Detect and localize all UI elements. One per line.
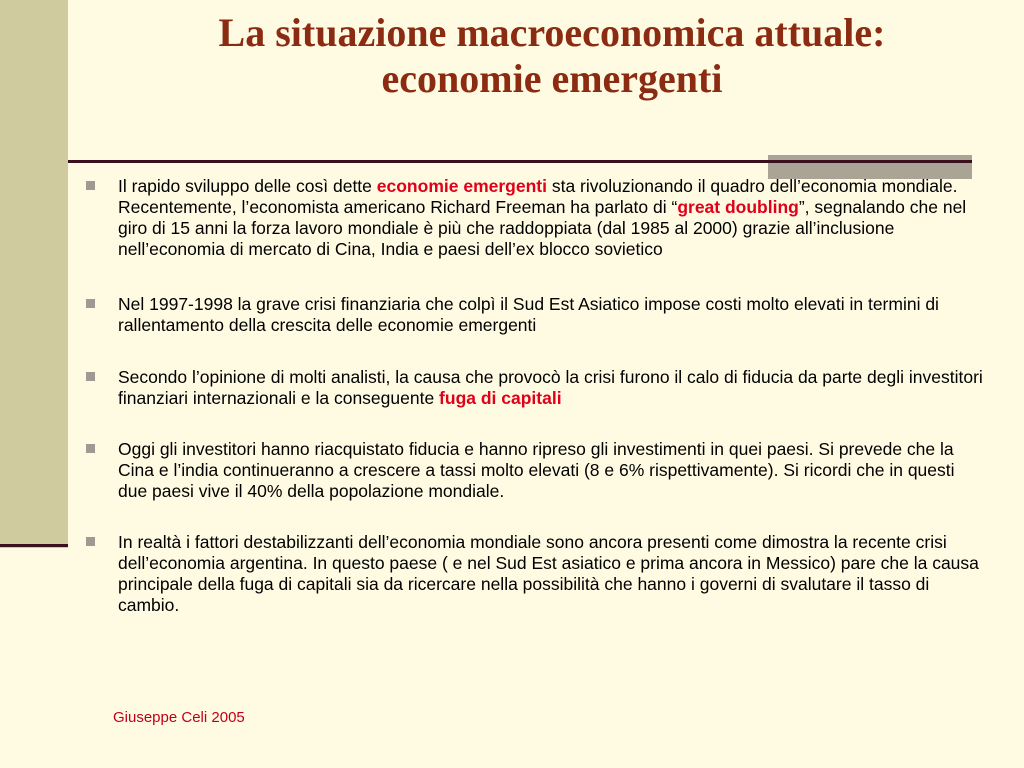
square-bullet-icon xyxy=(86,299,95,308)
title-line-2: economie emergenti xyxy=(381,56,723,101)
bullet-text: ”, segnalando che nel giro di 15 anni la forza lavoro mondiale è più che raddoppiata (dal 1985 al 2000) grazie all’inclusione nell’economia di mercato di Cina, India e paesi dell’ex blocco sovietico xyxy=(118,197,967,259)
title-divider-overlay xyxy=(768,160,972,163)
bullet-list xyxy=(86,176,986,616)
highlight-text: fuga di capitali xyxy=(439,388,562,408)
bullet-text: Nel 1997-1998 la grave crisi finanziaria che colpì il Sud Est Asiatico impose costi molto elevati in termini di rallentamento della crescita delle economie emergenti xyxy=(118,294,939,335)
bullet-text: Oggi gli investitori hanno riacquistato fiducia e hanno ripreso gli investimenti in quei paesi. Si prevede che la Cina e l’india continueranno a crescere a tassi molto elevati (8 e 6% rispettivamente). Si ricordi che in questi due paesi vive il 40% della popolazione mondiale. xyxy=(118,439,955,501)
title-line-1: La situazione macroeconomica attuale: xyxy=(218,10,886,55)
square-bullet-icon xyxy=(86,444,95,453)
highlight-text: great doubling xyxy=(677,197,799,217)
bullet-item xyxy=(86,367,986,409)
bullet-text: In realtà i fattori destabilizzanti dell’economia mondiale sono ancora presenti come dimostra la recente crisi dell’economia argentina. In questo paese ( e nel Sud Est asiatico e prima ancora in Messico) pare che la causa principale della fuga di capitali sia da ricercare nella possibilità che hanno i governi di svalutare il tasso di cambio. xyxy=(118,532,979,615)
highlight-text: economie emergenti xyxy=(376,176,547,196)
sidebar-decoration xyxy=(0,0,68,548)
square-bullet-icon xyxy=(86,181,95,190)
square-bullet-icon xyxy=(86,537,95,546)
bullet-item xyxy=(86,532,986,616)
bullet-item xyxy=(86,294,986,336)
bullet-text: Il rapido sviluppo delle così dette xyxy=(118,176,377,196)
bullet-item xyxy=(86,439,986,502)
footer-author: Giuseppe Celi 2005 xyxy=(113,709,245,726)
bullet-text: Secondo l’opinione di molti analisti, la causa che provocò la crisi furono il calo di fiducia da parte degli investitori finanziari internazionali e la conseguente xyxy=(118,367,983,408)
sidebar-divider xyxy=(0,544,68,547)
bullet-item xyxy=(86,176,986,260)
slide-title xyxy=(80,10,1024,102)
bullet-text: sta rivoluzionando il quadro dell’economia mondiale. Recentemente, l’economista americano Richard Freeman ha parlato di “ xyxy=(118,176,958,217)
square-bullet-icon xyxy=(86,372,95,381)
